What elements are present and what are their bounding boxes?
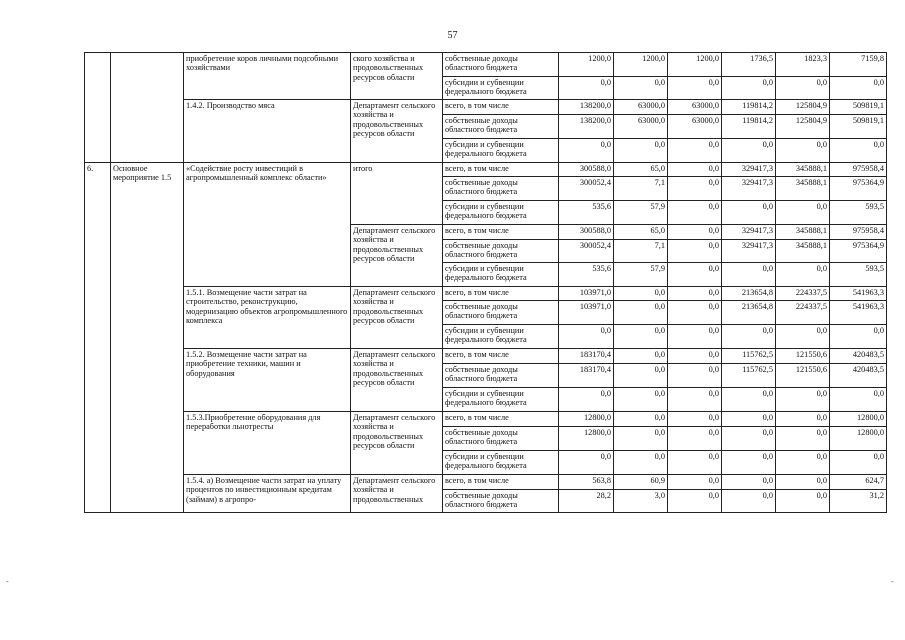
amount-cell: 0,0 [830, 388, 887, 412]
amount-cell: 119814,2 [722, 100, 776, 115]
amount-cell: 0,0 [776, 325, 830, 349]
amount-cell: 345888,1 [776, 225, 830, 240]
activity-name-cell: 1.5.2. Возмещение части затрат на приобретение техники, машин и оборудования [184, 349, 351, 412]
funding-source-cell: собственные доходы областного бюджета [443, 240, 559, 263]
amount-cell: 0,0 [776, 201, 830, 225]
table-row [85, 287, 887, 301]
amount-cell: 125804,9 [776, 100, 830, 115]
amount-cell: 121550,6 [776, 364, 830, 388]
amount-cell: 224337,5 [776, 301, 830, 325]
amount-cell: 0,0 [614, 301, 668, 325]
amount-cell: 0,0 [776, 263, 830, 287]
amount-cell: 138200,0 [559, 100, 614, 115]
executor-cell: ского хозяйства и продовольственных ресурсов области [351, 53, 443, 100]
table-row [85, 100, 887, 115]
funding-source-cell: субсидии и субвенции федерального бюджета [443, 201, 559, 225]
amount-cell: 300588,0 [559, 163, 614, 177]
amount-cell: 138200,0 [559, 115, 614, 139]
funding-source-cell: собственные доходы областного бюджета [443, 427, 559, 451]
funding-source-cell: субсидии и субвенции федерального бюджета [443, 77, 559, 100]
amount-cell: 0,0 [668, 412, 722, 427]
amount-cell: 0,0 [668, 388, 722, 412]
amount-cell: 0,0 [614, 388, 668, 412]
amount-cell: 63000,0 [614, 115, 668, 139]
amount-cell: 0,0 [722, 325, 776, 349]
amount-cell: 300052,4 [559, 177, 614, 201]
amount-cell: 0,0 [668, 201, 722, 225]
amount-cell: 65,0 [614, 163, 668, 177]
amount-cell: 0,0 [722, 451, 776, 475]
amount-cell: 119814,2 [722, 115, 776, 139]
amount-cell: 345888,1 [776, 177, 830, 201]
amount-cell: 541963,3 [830, 287, 887, 301]
activity-name-cell: «Содействие росту инвестиций в агропромышленный комплекс области» [184, 163, 351, 287]
amount-cell: 0,0 [722, 139, 776, 163]
funding-source-cell: субсидии и субвенции федерального бюджета [443, 263, 559, 287]
amount-cell: 0,0 [559, 451, 614, 475]
amount-cell: 125804,9 [776, 115, 830, 139]
amount-cell: 0,0 [668, 349, 722, 364]
amount-cell: 563,8 [559, 475, 614, 490]
amount-cell: 31,2 [830, 490, 887, 513]
left-edge-mark: - [6, 577, 9, 586]
executor-cell: Департамент сельского хозяйства и продовольственных [351, 475, 443, 513]
amount-cell: 121550,6 [776, 349, 830, 364]
activity-name-cell: 1.4.2. Производство мяса [184, 100, 351, 163]
amount-cell: 329417,3 [722, 163, 776, 177]
amount-cell: 0,0 [559, 325, 614, 349]
funding-source-cell: субсидии и субвенции федерального бюджета [443, 451, 559, 475]
amount-cell: 0,0 [776, 77, 830, 100]
amount-cell: 0,0 [830, 77, 887, 100]
amount-cell: 975364,9 [830, 240, 887, 263]
amount-cell: 420483,5 [830, 364, 887, 388]
funding-source-cell: собственные доходы областного бюджета [443, 301, 559, 325]
row-number-cell [85, 53, 111, 163]
executor-cell: Департамент сельского хозяйства и продовольственных ресурсов области [351, 100, 443, 163]
funding-source-cell: всего, в том числе [443, 287, 559, 301]
amount-cell: 329417,3 [722, 240, 776, 263]
main-event-cell [111, 53, 184, 163]
amount-cell: 63000,0 [614, 100, 668, 115]
amount-cell: 509819,1 [830, 100, 887, 115]
amount-cell: 0,0 [614, 451, 668, 475]
amount-cell: 60,9 [614, 475, 668, 490]
amount-cell: 0,0 [776, 490, 830, 513]
amount-cell: 0,0 [668, 240, 722, 263]
funding-source-cell: всего, в том числе [443, 225, 559, 240]
amount-cell: 0,0 [614, 364, 668, 388]
amount-cell: 103971,0 [559, 287, 614, 301]
amount-cell: 0,0 [830, 325, 887, 349]
amount-cell: 0,0 [830, 139, 887, 163]
funding-source-cell: собственные доходы областного бюджета [443, 490, 559, 513]
amount-cell: 0,0 [776, 475, 830, 490]
amount-cell: 0,0 [668, 451, 722, 475]
table-row [85, 412, 887, 427]
funding-source-cell: всего, в том числе [443, 100, 559, 115]
amount-cell: 345888,1 [776, 240, 830, 263]
activity-name-cell: приобретение коров личными подсобными хозяйствами [184, 53, 351, 100]
amount-cell: 0,0 [559, 139, 614, 163]
amount-cell: 12800,0 [559, 412, 614, 427]
amount-cell: 420483,5 [830, 349, 887, 364]
amount-cell: 0,0 [614, 77, 668, 100]
amount-cell: 12800,0 [830, 412, 887, 427]
table-row [85, 475, 887, 490]
amount-cell: 0,0 [722, 263, 776, 287]
funding-source-cell: субсидии и субвенции федерального бюджета [443, 325, 559, 349]
executor-cell: Департамент сельского хозяйства и продовольственных ресурсов области [351, 287, 443, 349]
amount-cell: 300588,0 [559, 225, 614, 240]
amount-cell: 0,0 [614, 287, 668, 301]
budget-table [84, 52, 887, 513]
amount-cell: 224337,5 [776, 287, 830, 301]
amount-cell: 0,0 [722, 490, 776, 513]
amount-cell: 7,1 [614, 240, 668, 263]
funding-source-cell: собственные доходы областного бюджета [443, 177, 559, 201]
amount-cell: 0,0 [722, 388, 776, 412]
funding-source-cell: собственные доходы областного бюджета [443, 53, 559, 77]
amount-cell: 0,0 [776, 427, 830, 451]
amount-cell: 1823,3 [776, 53, 830, 77]
amount-cell: 329417,3 [722, 225, 776, 240]
page-number: 57 [447, 30, 458, 41]
funding-source-cell: собственные доходы областного бюджета [443, 115, 559, 139]
executor-cell: Департамент сельского хозяйства и продовольственных ресурсов области [351, 225, 443, 287]
amount-cell: 57,9 [614, 263, 668, 287]
amount-cell: 0,0 [614, 139, 668, 163]
amount-cell: 0,0 [559, 388, 614, 412]
amount-cell: 0,0 [776, 451, 830, 475]
amount-cell: 0,0 [614, 349, 668, 364]
amount-cell: 12800,0 [559, 427, 614, 451]
main-event-cell: Основное мероприятие 1.5 [111, 163, 184, 513]
amount-cell: 0,0 [722, 77, 776, 100]
amount-cell: 593,5 [830, 201, 887, 225]
amount-cell: 0,0 [830, 451, 887, 475]
funding-source-cell: всего, в том числе [443, 163, 559, 177]
amount-cell: 593,5 [830, 263, 887, 287]
amount-cell: 1200,0 [559, 53, 614, 77]
amount-cell: 0,0 [668, 490, 722, 513]
amount-cell: 7159,8 [830, 53, 887, 77]
amount-cell: 183170,4 [559, 364, 614, 388]
amount-cell: 535,6 [559, 201, 614, 225]
funding-source-cell: субсидии и субвенции федерального бюджета [443, 139, 559, 163]
amount-cell: 0,0 [668, 427, 722, 451]
funding-source-cell: всего, в том числе [443, 475, 559, 490]
amount-cell: 0,0 [614, 412, 668, 427]
amount-cell: 0,0 [668, 163, 722, 177]
amount-cell: 0,0 [668, 475, 722, 490]
amount-cell: 63000,0 [668, 115, 722, 139]
amount-cell: 329417,3 [722, 177, 776, 201]
amount-cell: 300052,4 [559, 240, 614, 263]
amount-cell: 0,0 [722, 427, 776, 451]
amount-cell: 0,0 [668, 139, 722, 163]
executor-cell: Департамент сельского хозяйства и продовольственных ресурсов области [351, 412, 443, 475]
amount-cell: 509819,1 [830, 115, 887, 139]
amount-cell: 0,0 [668, 263, 722, 287]
amount-cell: 975958,4 [830, 225, 887, 240]
amount-cell: 975958,4 [830, 163, 887, 177]
amount-cell: 345888,1 [776, 163, 830, 177]
table-row [85, 163, 887, 177]
executor-cell: Департамент сельского хозяйства и продовольственных ресурсов области [351, 349, 443, 412]
funding-source-cell: всего, в том числе [443, 349, 559, 364]
funding-source-cell: субсидии и субвенции федерального бюджета [443, 388, 559, 412]
executor-cell: итого [351, 163, 443, 225]
amount-cell: 57,9 [614, 201, 668, 225]
amount-cell: 183170,4 [559, 349, 614, 364]
amount-cell: 1200,0 [614, 53, 668, 77]
amount-cell: 0,0 [668, 177, 722, 201]
amount-cell: 0,0 [668, 287, 722, 301]
table-body [85, 53, 887, 513]
amount-cell: 65,0 [614, 225, 668, 240]
amount-cell: 0,0 [614, 427, 668, 451]
amount-cell: 115762,5 [722, 349, 776, 364]
amount-cell: 0,0 [722, 412, 776, 427]
amount-cell: 0,0 [668, 301, 722, 325]
funding-source-cell: собственные доходы областного бюджета [443, 364, 559, 388]
amount-cell: 0,0 [668, 364, 722, 388]
amount-cell: 0,0 [776, 412, 830, 427]
amount-cell: 541963,3 [830, 301, 887, 325]
amount-cell: 63000,0 [668, 100, 722, 115]
activity-name-cell: 1.5.4. а) Возмещение части затрат на уплату процентов по инвестиционным кредитам (займам) в агропро- [184, 475, 351, 513]
amount-cell: 0,0 [722, 201, 776, 225]
table-row [85, 53, 887, 77]
amount-cell: 3,0 [614, 490, 668, 513]
funding-source-cell: всего, в том числе [443, 412, 559, 427]
amount-cell: 1200,0 [668, 53, 722, 77]
row-number-cell: 6. [85, 163, 111, 513]
activity-name-cell: 1.5.3.Приобретение оборудования для переработки льнотресты [184, 412, 351, 475]
amount-cell: 12800,0 [830, 427, 887, 451]
amount-cell: 213654,8 [722, 287, 776, 301]
amount-cell: 624,7 [830, 475, 887, 490]
amount-cell: 535,6 [559, 263, 614, 287]
amount-cell: 115762,5 [722, 364, 776, 388]
amount-cell: 0,0 [668, 77, 722, 100]
table-row [85, 349, 887, 364]
amount-cell: 28,2 [559, 490, 614, 513]
amount-cell: 1736,5 [722, 53, 776, 77]
amount-cell: 213654,8 [722, 301, 776, 325]
amount-cell: 0,0 [668, 325, 722, 349]
amount-cell: 103971,0 [559, 301, 614, 325]
activity-name-cell: 1.5.1. Возмещение части затрат на строительство, реконструкцию, модернизацию объектов агропромышленного комплекса [184, 287, 351, 349]
right-edge-mark: - [891, 577, 894, 586]
amount-cell: 0,0 [776, 388, 830, 412]
amount-cell: 0,0 [776, 139, 830, 163]
amount-cell: 0,0 [668, 225, 722, 240]
amount-cell: 0,0 [614, 325, 668, 349]
amount-cell: 0,0 [722, 475, 776, 490]
amount-cell: 975364,9 [830, 177, 887, 201]
amount-cell: 0,0 [559, 77, 614, 100]
amount-cell: 7,1 [614, 177, 668, 201]
